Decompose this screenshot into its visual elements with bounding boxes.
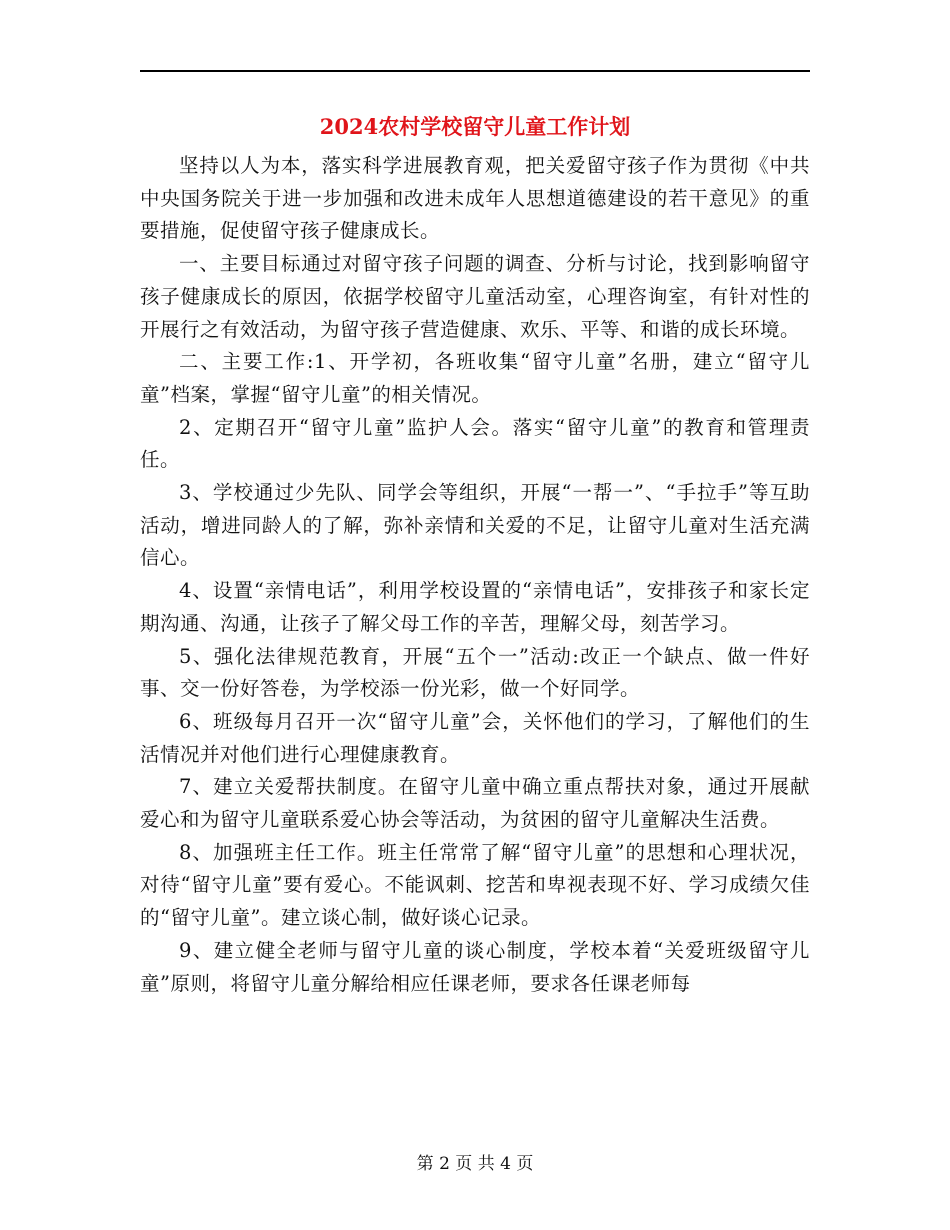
paragraph-intro: 坚持以人为本，落实科学进展教育观，把关爱留守孩子作为贯彻《中共中央国务院关于进一步加强和改进未成年人思想道德建设的若干意见》的重要措施，促使留守孩子健康成长。 [140, 154, 810, 243]
paragraph-main-goal: 一、主要目标通过对留守孩子问题的调查、分析与讨论，找到影响留守孩子健康成长的原因，依据学校留守儿童活动室，心理咨询室，有针对性的开展行之有效活动，为留守孩子营造健康、欢乐、平等、和谐的成长环境。 [140, 252, 810, 341]
paragraph-work-3: 3、学校通过少先队、同学会等组织，开展“一帮一”、“手拉手”等互助活动，增进同龄人的了解，弥补亲情和关爱的不足，让留守儿童对生活充满信心。 [140, 481, 810, 570]
document-body [140, 150, 810, 1000]
paragraph-work-5: 5、强化法律规范教育，开展“五个一”活动:改正一个缺点、做一件好事、交一份好答卷，为学校添一份光彩，做一个好同学。 [140, 644, 810, 701]
header-rule [140, 70, 810, 72]
paragraph-work-6: 6、班级每月召开一次“留守儿童”会，关怀他们的学习，了解他们的生活情况并对他们进行心理健康教育。 [140, 709, 810, 766]
paragraph-work-1: 二、主要工作:1、开学初，各班收集“留守儿童”名册，建立“留守儿童”档案，掌握“留守儿童”的相关情况。 [140, 350, 810, 406]
paragraph-work-7: 7、建立关爱帮扶制度。在留守儿童中确立重点帮扶对象，通过开展献爱心和为留守儿童联系爱心协会等活动，为贫困的留守儿童解决生活费。 [140, 775, 810, 832]
document-title: 2024农村学校留守儿童工作计划 [319, 114, 631, 139]
paragraph-work-8: 8、加强班主任工作。班主任常常了解“留守儿童”的思想和心理状况，对待“留守儿童”要有爱心。不能讽刺、挖苦和卑视表现不好、学习成绩欠佳的“留守儿童”。建立谈心制，做好谈心记录。 [140, 840, 810, 930]
paragraph-work-9: 9、建立健全老师与留守儿童的谈心制度，学校本着“关爱班级留守儿童”原则，将留守儿童分解给相应任课老师，要求各任课老师每 [140, 938, 810, 995]
paragraph-work-4: 4、设置“亲情电话”，利用学校设置的“亲情电话”，安排孩子和家长定期沟通、沟通，让孩子了解父母工作的辛苦，理解父母，刻苦学习。 [140, 579, 810, 635]
paragraph-work-2: 2、定期召开“留守儿童”监护人会。落实“留守儿童”的教育和管理责任。 [140, 415, 810, 472]
page-number: 第 2 页 共 4 页 [416, 1154, 534, 1174]
